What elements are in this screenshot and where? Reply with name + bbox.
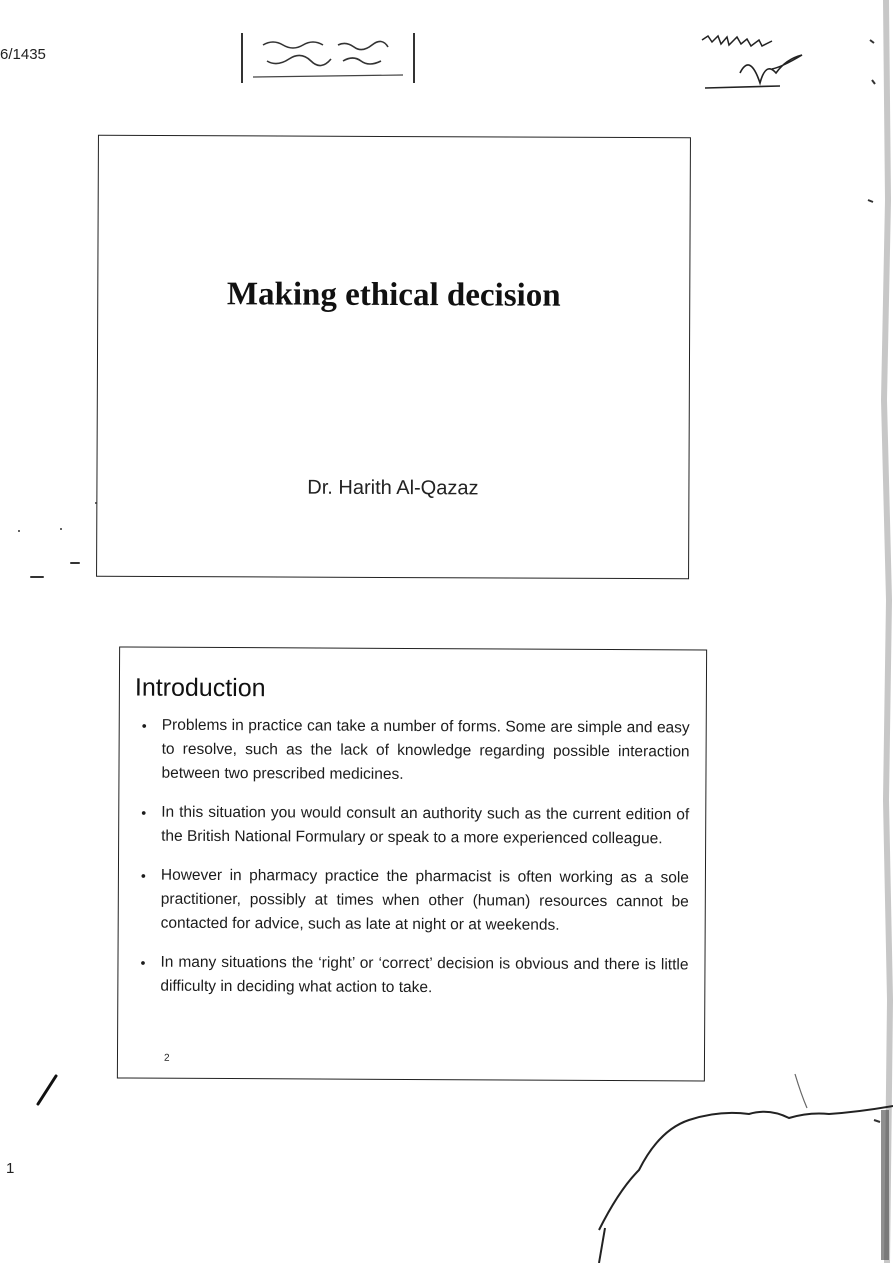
- title-slide: [96, 135, 691, 580]
- bullet-dot-icon: •: [140, 954, 146, 971]
- bullet-item: [139, 801, 689, 852]
- slide-number: 2: [163, 1052, 170, 1064]
- torn-corner: [595, 1070, 893, 1263]
- bullet-text: However in pharmacy practice the pharmacist is often working as a sole practitioner, possibly at times when other (human) resources cannot be contacted for advice, such as late at night or at weekends.: [160, 866, 689, 934]
- footer-page-number: 1: [6, 1160, 15, 1177]
- bullet-item: [139, 714, 689, 789]
- bullet-dot-icon: •: [140, 867, 146, 884]
- bullet-text: In this situation you would consult an authority such as the current edition of the British National Formulary or speak to a more experienced colleague.: [161, 803, 690, 848]
- page-number-fragment: 6/1435: [0, 46, 46, 63]
- slide-title: Making ethical decision: [226, 276, 561, 314]
- stamp-scribble-icon: [243, 33, 413, 83]
- institution-stamp: [241, 33, 415, 83]
- slide-author: Dr. Harith Al-Qazaz: [307, 476, 479, 500]
- bullet-item: [138, 951, 688, 1002]
- introduction-slide: [117, 646, 707, 1081]
- bullet-dot-icon: •: [141, 804, 147, 821]
- slide-heading: Introduction: [134, 673, 266, 703]
- pen-stroke: [30, 1072, 60, 1108]
- bullet-item: [139, 864, 689, 939]
- bullet-text: In many situations the ‘right’ or ‘correct’ decision is obvious and there is little difficulty in deciding what action to take.: [160, 953, 689, 997]
- bullet-list: [138, 714, 690, 1017]
- bullet-dot-icon: •: [141, 717, 147, 734]
- bullet-text: Problems in practice can take a number of forms. Some are simple and easy to resolve, such as the lack of knowledge regarding possible interaction between two prescribed medicines.: [161, 716, 690, 783]
- handwritten-signature: [700, 28, 840, 103]
